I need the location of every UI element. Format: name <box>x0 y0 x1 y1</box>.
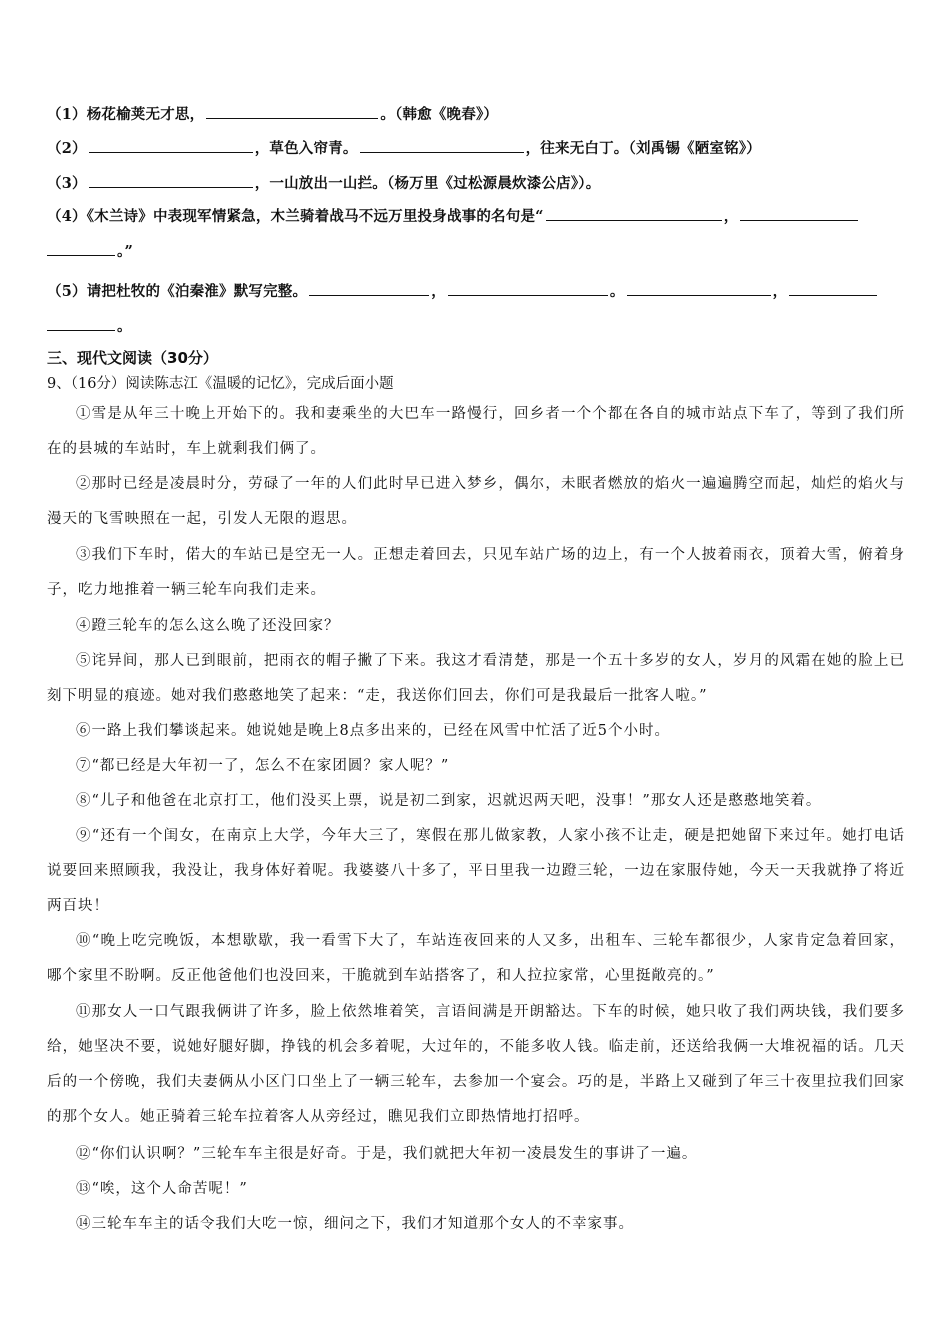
answer-blank[interactable] <box>789 281 877 296</box>
paragraph-12: ⑫“你们认识啊？”三轮车车主很是好奇。于是，我们就把大年初一凌晨发生的事讲了一遍。 <box>76 1146 698 1162</box>
paragraph-13: ⑬“唉，这个人命苦呢！” <box>76 1181 248 1197</box>
paragraph-2: ②那时已经是凌晨时分，劳碌了一年的人们此时早已进入梦乡，偶尔，未眠者燃放的焰火一遍遍腾空而起，灿烂的焰火与漫天的飞雪映照在一起，引发人无限的遐思。 <box>47 476 905 527</box>
answer-blank[interactable] <box>206 104 378 119</box>
question-text: ， <box>723 208 739 225</box>
question-text: 。 <box>609 283 625 300</box>
answer-blank[interactable] <box>89 173 253 188</box>
paragraph-4: ④蹬三轮车的怎么这么晚了还没回家？ <box>76 618 340 634</box>
answer-blank[interactable] <box>309 281 429 296</box>
question-number: （2） <box>47 140 87 157</box>
answer-blank[interactable] <box>47 316 115 331</box>
question-text: ，草色入帘青。 <box>254 140 358 157</box>
question-5 <box>47 280 879 301</box>
question-4 <box>47 205 860 226</box>
question-text: ，一山放出一山拦。（杨万里《过松源晨炊漆公店》）。 <box>254 175 601 192</box>
answer-blank[interactable] <box>448 281 608 296</box>
question-text: ，往来无白丁。（刘禹锡《陋室铭》） <box>525 140 762 157</box>
paragraph-1: ①雪是从年三十晚上开始下的。我和妻乘坐的大巴车一路慢行，回乡者一个个都在各自的城市站点下车了，等到了我们所在的县城的车站时，车上就剩我们俩了。 <box>47 406 905 457</box>
answer-blank[interactable] <box>740 206 858 221</box>
answer-blank[interactable] <box>89 138 253 153</box>
answer-blank[interactable] <box>627 281 771 296</box>
question-text: 杨花榆荚无才思， <box>86 106 205 123</box>
paragraph-11: ⑪那女人一口气跟我俩讲了许多，脸上依然堆着笑，言语间满是开朗豁达。下车的时候，她只收了我们两块钱，我们要多给，她坚决不要，说她好腿好脚，挣钱的机会多着呢，大过年的，不能多收人钱。临走前，还送给我俩一大堆祝福的话。几天后的一个傍晚，我们夫妻俩从小区门口坐上了一辆三轮车，去参加一个宴会。巧的是，半路上又碰到了年三十夜里拉我们回家的那个女人。她正骑着三轮车拉着客人从旁经过，瞧见我们立即热情地打招呼。 <box>47 1004 905 1125</box>
question-number: （5） <box>47 283 87 300</box>
question-text: 。 <box>117 318 132 335</box>
question-1 <box>47 103 498 124</box>
question-text: 请把杜牧的《泊秦淮》默写完整。 <box>86 283 308 300</box>
question-number: （4） <box>47 208 87 225</box>
question-text: ， <box>772 283 788 300</box>
question-4-continued <box>47 240 133 261</box>
question-text: 。” <box>117 243 133 260</box>
answer-blank[interactable] <box>546 206 722 221</box>
question-number: （3） <box>47 175 87 192</box>
question-number: （1） <box>47 106 87 123</box>
paragraph-3: ③我们下车时，偌大的车站已是空无一人。正想走着回去，只见车站广场的边上，有一个人披着雨衣，顶着大雪，俯着身子，吃力地推着一辆三轮车向我们走来。 <box>47 547 905 598</box>
answer-blank[interactable] <box>47 241 115 256</box>
paragraph-7: ⑦“都已经是大年初一了，怎么不在家团圆？家人呢？” <box>76 758 450 774</box>
section-title: 三、现代文阅读（30分） <box>47 349 218 367</box>
question-9-title: 9、（16分）阅读陈志江《温暖的记忆》，完成后面小题 <box>47 376 394 392</box>
paragraph-14: ⑭三轮车车主的话令我们大吃一惊，细问之下，我们才知道那个女人的不幸家事。 <box>76 1216 634 1232</box>
question-text: 。（韩愈《晚春》） <box>380 106 499 123</box>
paragraph-9: ⑨“还有一个闺女，在南京上大学，今年大三了，寒假在那儿做家教，人家小孩不让走，硬是把她留下来过年。她打电话说要回来照顾我，我没让，我身体好着呢。我婆婆八十多了，平日里我一边蹬三轮，一边在家服侍她，今天一天我就挣了将近两百块！ <box>47 828 905 914</box>
question-text: ， <box>431 283 446 300</box>
question-3 <box>47 172 600 193</box>
paragraph-5: ⑤诧异间，那人已到眼前，把雨衣的帽子撇了下来。我这才看清楚，那是一个五十多岁的女人，岁月的风霜在她的脸上已刻下明显的痕迹。她对我们憨憨地笑了起来：“走，我送你们回去，你们可是我最后一批客人啦。” <box>47 653 905 704</box>
paragraph-6: ⑥一路上我们攀谈起来。她说她是晚上8点多出来的，已经在风雪中忙活了近5个小时。 <box>76 723 670 739</box>
question-2 <box>47 137 761 158</box>
paragraph-10: ⑩“晚上吃完晚饭，本想歇歇，我一看雪下大了，车站连夜回来的人又多，出租车、三轮车都很少，人家肯定急着回家，哪个家里不盼啊。反正他爸他们也没回来，干脆就到车站搭客了，和人拉拉家常，心里挺敞亮的。” <box>47 933 905 984</box>
paragraph-8: ⑧“儿子和他爸在北京打工，他们没买上票，说是初二到家，迟就迟两天吧，没事！”那女人还是憨憨地笑着。 <box>76 793 822 809</box>
question-text: 《木兰诗》中表现军情紧急，木兰骑着战马不远万里投身战事的名句是“ <box>86 208 544 225</box>
question-5-continued <box>47 315 132 336</box>
answer-blank[interactable] <box>360 138 524 153</box>
